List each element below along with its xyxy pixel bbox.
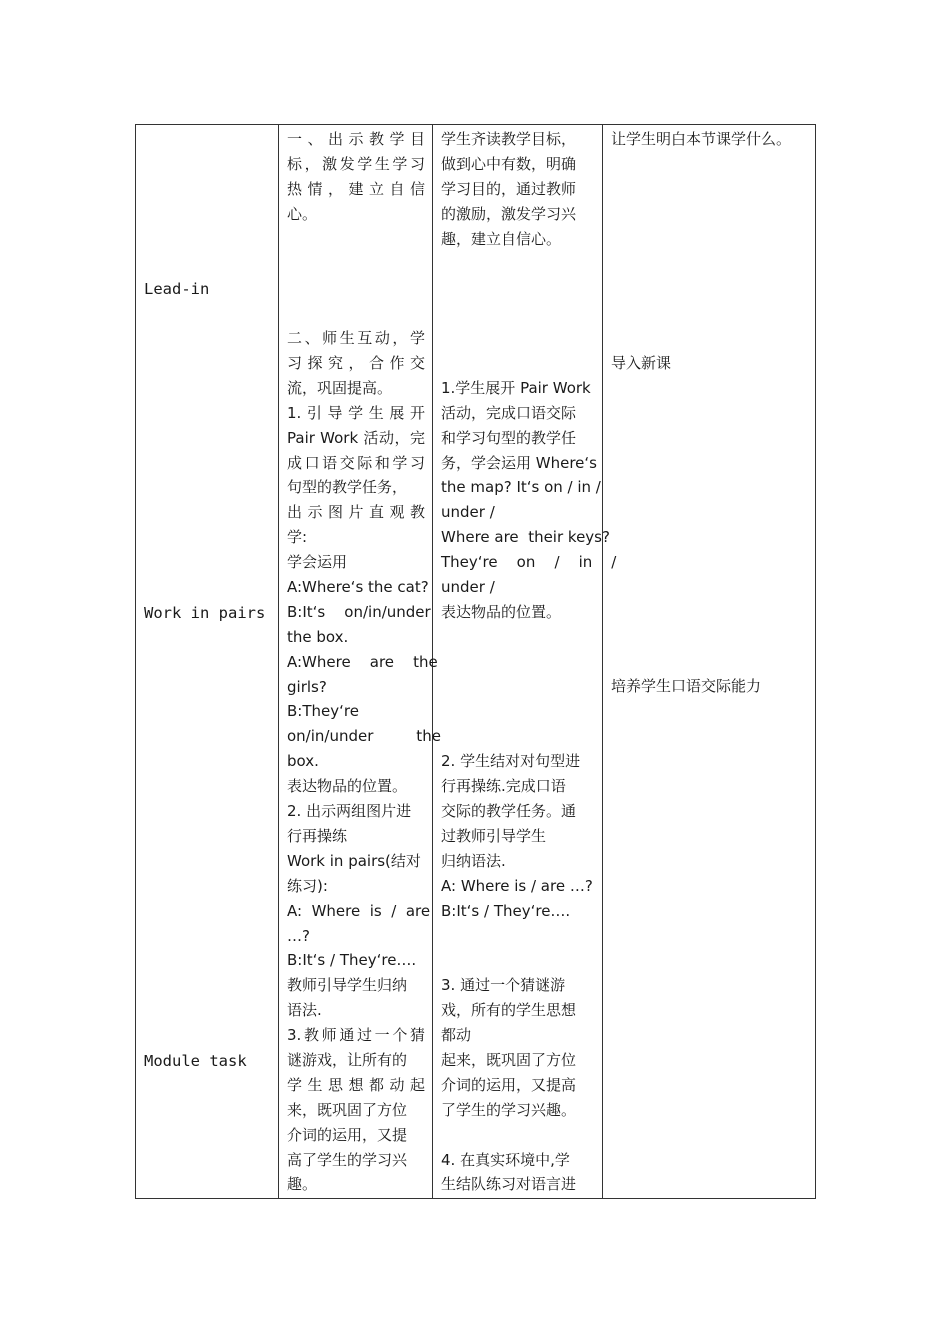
teacher-line: 学:: [287, 528, 308, 547]
teacher-line: 句型的教学任务，: [287, 478, 408, 497]
teacher-line: 1.引导学生展开: [287, 403, 425, 422]
teacher-line: 热情，建立自信: [287, 179, 425, 198]
teacher-line: B:They‘re: [287, 702, 359, 721]
student-line: 学生齐读教学目标，: [441, 130, 577, 148]
teacher-line: 高了学生的学习兴: [287, 1150, 408, 1169]
student-line: 戏，所有的学生思想: [441, 1001, 577, 1020]
teacher-line: A:Where are the: [287, 652, 438, 671]
student-line: They‘re on / in /: [441, 553, 617, 572]
student-line: 学习目的，通过教师: [441, 179, 577, 198]
student-line: 介词的运用，又提高: [441, 1075, 577, 1094]
student-line: under /: [441, 578, 495, 597]
student-activities-cell: [441, 127, 617, 1197]
student-line: 4. 在真实环境中,学: [441, 1150, 570, 1169]
teacher-line: 一、出示教学目: [287, 130, 425, 148]
student-line: 1.学生展开 Pair Work: [441, 378, 591, 397]
teacher-line: 出示图片直观教: [287, 503, 425, 522]
teacher-line: 谜游戏，让所有的: [287, 1050, 408, 1069]
column-divider: [602, 125, 603, 1198]
teacher-line: the box.: [287, 627, 349, 646]
student-line: 交际的教学任务。通: [441, 802, 577, 821]
student-line: 2. 学生结对对句型进: [441, 752, 581, 771]
student-line: 起来，既巩固了方位: [441, 1050, 577, 1069]
student-line: 都动: [441, 1026, 472, 1045]
intent-mid: 导入新课: [611, 354, 672, 372]
teacher-line: 学会运用: [287, 553, 348, 572]
student-line: 趣，建立自信心。: [441, 229, 562, 248]
intent-low: 培养学生口语交际能力: [611, 677, 762, 695]
student-line: 做到心中有数，明确: [441, 154, 577, 173]
teacher-line: 2. 出示两组图片进: [287, 802, 412, 821]
lesson-plan-table: [135, 124, 816, 1199]
student-line: 行再操练.完成口语: [441, 777, 566, 796]
student-line: 表达物品的位置。: [441, 602, 562, 621]
teacher-line: 表达物品的位置。: [287, 777, 408, 796]
student-line: A: Where is / are …?: [441, 876, 593, 895]
teacher-line: 趣。: [287, 1175, 318, 1194]
teacher-line: 二、师生互动，学: [287, 329, 425, 348]
column-divider: [278, 125, 279, 1198]
student-line: Where are their keys?: [441, 528, 610, 547]
teacher-line: girls?: [287, 677, 327, 696]
teacher-line: 教师引导学生归纳: [287, 976, 408, 995]
student-line: 活动，完成口语交际: [441, 403, 577, 422]
teacher-line: B:It‘s / They‘re….: [287, 951, 417, 970]
teacher-line: on/in/under the: [287, 727, 441, 746]
student-line: 的激励，激发学习兴: [441, 204, 577, 223]
teacher-line: 来，既巩固了方位: [287, 1100, 408, 1119]
stage-work-in-pairs: Work in pairs: [144, 604, 266, 622]
student-line: 务，学会运用 Where‘s: [441, 453, 597, 472]
teacher-line: 练习):: [287, 876, 328, 895]
teacher-line: A:Where‘s the cat?: [287, 578, 429, 597]
teacher-line: Pair Work 活动，完: [287, 428, 425, 447]
teacher-activities-cell: [287, 127, 441, 1197]
teacher-line: 成口语交际和学习: [287, 453, 425, 472]
student-line: 过教师引导学生: [441, 826, 547, 845]
student-line: 和学习句型的教学任: [441, 428, 577, 447]
teacher-line: …?: [287, 926, 310, 945]
teacher-line: 语法.: [287, 1001, 322, 1020]
student-line: the map? It‘s on / in /: [441, 478, 601, 497]
stage-lead-in: Lead-in: [144, 280, 210, 298]
teacher-line: 学生思想都动起: [287, 1075, 425, 1094]
teacher-line: box.: [287, 752, 319, 771]
teacher-line: 流，巩固提高。: [287, 378, 393, 397]
teacher-line: 介词的运用，又提: [287, 1125, 408, 1144]
teacher-line: 3.教师通过一个猜: [287, 1026, 425, 1045]
student-line: 生结队练习对语言进: [441, 1175, 577, 1194]
teacher-line: Work in pairs(结对: [287, 851, 421, 870]
teacher-line: 心。: [287, 204, 318, 223]
teacher-line: 标，激发学生学习: [287, 154, 425, 173]
student-line: 3. 通过一个猜谜游: [441, 976, 566, 995]
stage-module-task: Module task: [144, 1052, 247, 1070]
student-line: 归纳语法.: [441, 851, 506, 870]
student-line: B:It‘s / They‘re….: [441, 901, 571, 920]
student-line: under /: [441, 503, 495, 522]
teacher-line: 行再操练: [287, 826, 348, 845]
teacher-line: 习探究，合作交: [287, 354, 425, 373]
teacher-line: A: Where is / are: [287, 901, 431, 920]
teacher-line: B:It‘s on/in/under: [287, 602, 431, 621]
student-line: 了学生的学习兴趣。: [441, 1100, 577, 1119]
intent-top: 让学生明白本节课学什么。: [611, 130, 792, 148]
